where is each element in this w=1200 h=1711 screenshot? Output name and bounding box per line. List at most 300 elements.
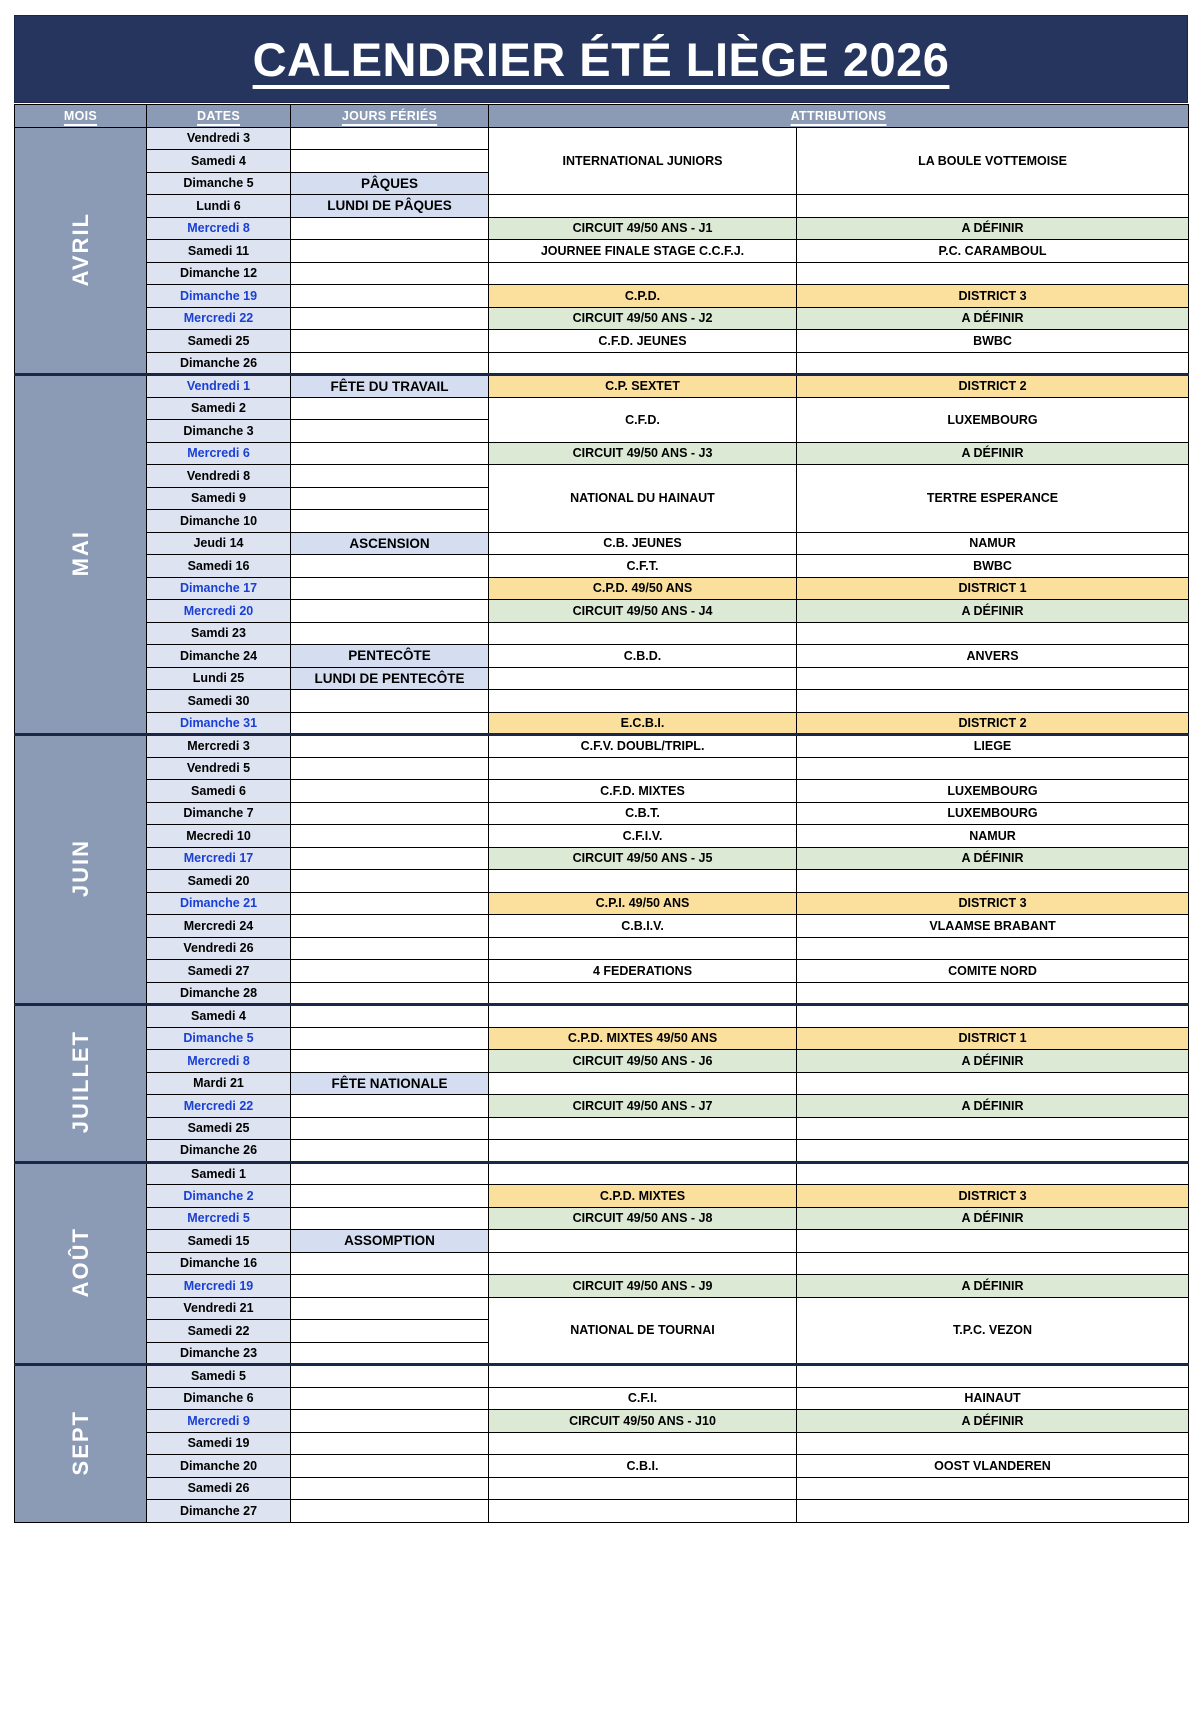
attribution-club-cell: TERTRE ESPERANCE <box>797 465 1189 533</box>
table-row <box>15 960 1189 983</box>
attribution-club-cell: NAMUR <box>797 825 1189 848</box>
table-row <box>15 982 1189 1005</box>
attribution-club-cell: A DÉFINIR <box>797 1410 1189 1433</box>
attribution-event-cell: C.B.I.V. <box>489 915 797 938</box>
attribution-event-cell <box>489 690 797 713</box>
date-cell: Dimanche 3 <box>147 420 291 443</box>
date-cell: Samedi 5 <box>147 1365 291 1388</box>
date-cell: Samedi 4 <box>147 1005 291 1028</box>
attribution-event-cell: NATIONAL DU HAINAUT <box>489 465 797 533</box>
holiday-cell-empty <box>291 1320 489 1343</box>
attribution-club-cell <box>797 667 1189 690</box>
month-label-mai <box>15 375 147 735</box>
attribution-event-cell: C.P.D. 49/50 ANS <box>489 577 797 600</box>
table-row <box>15 870 1189 893</box>
page-title: CALENDRIER ÉTÉ LIÈGE 2026 <box>252 32 950 86</box>
date-cell: Dimanche 24 <box>147 645 291 668</box>
attribution-event-cell <box>489 1005 797 1028</box>
holiday-cell-empty <box>291 442 489 465</box>
table-row <box>15 1027 1189 1050</box>
date-cell: Dimanche 6 <box>147 1387 291 1410</box>
attribution-event-cell: CIRCUIT 49/50 ANS - J8 <box>489 1207 797 1230</box>
attribution-event-cell <box>489 667 797 690</box>
attribution-event-cell: C.B.I. <box>489 1455 797 1478</box>
date-cell: Dimanche 31 <box>147 712 291 735</box>
date-cell: Vendredi 21 <box>147 1297 291 1320</box>
date-cell: Samedi 9 <box>147 487 291 510</box>
attribution-club-cell <box>797 1252 1189 1275</box>
table-row <box>15 127 1189 150</box>
date-cell: Samedi 4 <box>147 150 291 173</box>
table-row <box>15 780 1189 803</box>
attribution-club-cell: BWBC <box>797 330 1189 353</box>
table-row <box>15 555 1189 578</box>
table-row <box>15 352 1189 375</box>
date-cell: Samedi 1 <box>147 1162 291 1185</box>
date-cell: Samedi 19 <box>147 1432 291 1455</box>
date-cell: Mercredi 22 <box>147 1095 291 1118</box>
holiday-cell-empty <box>291 1455 489 1478</box>
attribution-event-cell: CIRCUIT 49/50 ANS - J6 <box>489 1050 797 1073</box>
attribution-club-cell: VLAAMSE BRABANT <box>797 915 1189 938</box>
table-row <box>15 1095 1189 1118</box>
attribution-event-cell <box>489 1140 797 1163</box>
attribution-event-cell <box>489 937 797 960</box>
date-cell: Samedi 25 <box>147 330 291 353</box>
month-label-avril <box>15 127 147 375</box>
table-row <box>15 532 1189 555</box>
holiday-cell-empty <box>291 780 489 803</box>
table-row <box>15 892 1189 915</box>
table-row <box>15 690 1189 713</box>
attribution-event-cell <box>489 1072 797 1095</box>
holiday-cell-empty <box>291 307 489 330</box>
date-cell: Vendredi 3 <box>147 127 291 150</box>
attribution-club-cell: T.P.C. VEZON <box>797 1297 1189 1365</box>
table-row <box>15 622 1189 645</box>
attribution-club-cell: LUXEMBOURG <box>797 780 1189 803</box>
date-cell: Mercredi 19 <box>147 1275 291 1298</box>
table-row <box>15 825 1189 848</box>
attribution-event-cell: 4 FEDERATIONS <box>489 960 797 983</box>
holiday-cell-empty <box>291 1410 489 1433</box>
attribution-club-cell: A DÉFINIR <box>797 442 1189 465</box>
attribution-event-cell: INTERNATIONAL JUNIORS <box>489 127 797 195</box>
holiday-cell: FÊTE NATIONALE <box>291 1072 489 1095</box>
holiday-cell-empty <box>291 510 489 533</box>
table-row <box>15 285 1189 308</box>
attribution-club-cell <box>797 1365 1189 1388</box>
attribution-event-cell <box>489 262 797 285</box>
month-label-juillet <box>15 1005 147 1163</box>
holiday-cell-empty <box>291 600 489 623</box>
attribution-club-cell: NAMUR <box>797 532 1189 555</box>
table-row <box>15 600 1189 623</box>
table-row <box>15 1455 1189 1478</box>
column-header-dates: DATES <box>147 105 291 128</box>
holiday-cell-empty <box>291 690 489 713</box>
holiday-cell-empty <box>291 1342 489 1365</box>
attribution-event-cell <box>489 1252 797 1275</box>
holiday-cell-empty <box>291 262 489 285</box>
date-cell: Mecredi 10 <box>147 825 291 848</box>
date-cell: Samedi 22 <box>147 1320 291 1343</box>
table-row <box>15 217 1189 240</box>
table-row <box>15 1387 1189 1410</box>
date-cell: Mercredi 9 <box>147 1410 291 1433</box>
holiday-cell-empty <box>291 1432 489 1455</box>
date-cell: Dimanche 17 <box>147 577 291 600</box>
date-cell: Dimanche 28 <box>147 982 291 1005</box>
attribution-event-cell: C.F.V. DOUBL/TRIPL. <box>489 735 797 758</box>
attribution-club-cell: OOST VLANDEREN <box>797 1455 1189 1478</box>
holiday-cell-empty <box>291 487 489 510</box>
table-row <box>15 375 1189 398</box>
attribution-event-cell: C.P.D. MIXTES 49/50 ANS <box>489 1027 797 1050</box>
attribution-event-cell: C.P.D. MIXTES <box>489 1185 797 1208</box>
date-cell: Mercredi 8 <box>147 1050 291 1073</box>
attribution-event-cell: E.C.B.I. <box>489 712 797 735</box>
attribution-club-cell: HAINAUT <box>797 1387 1189 1410</box>
date-cell: Mercredi 3 <box>147 735 291 758</box>
date-cell: Dimanche 10 <box>147 510 291 533</box>
table-row <box>15 397 1189 420</box>
holiday-cell-empty <box>291 1185 489 1208</box>
date-cell: Mercredi 22 <box>147 307 291 330</box>
attribution-club-cell: DISTRICT 3 <box>797 285 1189 308</box>
table-row <box>15 262 1189 285</box>
table-row <box>15 1410 1189 1433</box>
table-row <box>15 1365 1189 1388</box>
column-header-mois: MOIS <box>15 105 147 128</box>
table-row <box>15 1230 1189 1253</box>
attribution-club-cell <box>797 1072 1189 1095</box>
date-cell: Samedi 11 <box>147 240 291 263</box>
date-cell: Samedi 26 <box>147 1477 291 1500</box>
attribution-club-cell <box>797 757 1189 780</box>
attribution-event-cell <box>489 1432 797 1455</box>
date-cell: Lundi 25 <box>147 667 291 690</box>
attribution-event-cell: CIRCUIT 49/50 ANS - J9 <box>489 1275 797 1298</box>
table-row <box>15 1207 1189 1230</box>
holiday-cell-empty <box>291 960 489 983</box>
attribution-event-cell: C.F.D. <box>489 397 797 442</box>
holiday-cell-empty <box>291 1140 489 1163</box>
table-row <box>15 802 1189 825</box>
table-row <box>15 195 1189 218</box>
month-label-juin <box>15 735 147 1005</box>
attribution-event-cell <box>489 1477 797 1500</box>
date-cell: Dimanche 26 <box>147 1140 291 1163</box>
attribution-club-cell: P.C. CARAMBOUL <box>797 240 1189 263</box>
month-name: AOÛT <box>67 1226 93 1297</box>
attribution-club-cell <box>797 1117 1189 1140</box>
table-row <box>15 1162 1189 1185</box>
table-row <box>15 1275 1189 1298</box>
date-cell: Mercredi 20 <box>147 600 291 623</box>
attribution-club-cell: LUXEMBOURG <box>797 397 1189 442</box>
date-cell: Samedi 16 <box>147 555 291 578</box>
month-name: JUIN <box>67 838 93 898</box>
holiday-cell-empty <box>291 1027 489 1050</box>
attribution-club-cell <box>797 352 1189 375</box>
attribution-club-cell <box>797 1140 1189 1163</box>
column-header-jours-feries: JOURS FÉRIÉS <box>291 105 489 128</box>
holiday-cell-empty <box>291 1050 489 1073</box>
attribution-club-cell <box>797 1230 1189 1253</box>
date-cell: Samedi 30 <box>147 690 291 713</box>
attribution-event-cell <box>489 1230 797 1253</box>
holiday-cell-empty <box>291 127 489 150</box>
date-cell: Dimanche 23 <box>147 1342 291 1365</box>
attribution-event-cell: C.P.I. 49/50 ANS <box>489 892 797 915</box>
holiday-cell-empty <box>291 352 489 375</box>
title-banner <box>14 15 1188 103</box>
holiday-cell-empty <box>291 825 489 848</box>
holiday-cell-empty <box>291 735 489 758</box>
attribution-event-cell <box>489 622 797 645</box>
table-row <box>15 1297 1189 1320</box>
holiday-cell-empty <box>291 915 489 938</box>
attribution-club-cell: DISTRICT 1 <box>797 577 1189 600</box>
attribution-event-cell: C.P.D. <box>489 285 797 308</box>
date-cell: Mercredi 8 <box>147 217 291 240</box>
table-row <box>15 847 1189 870</box>
holiday-cell-empty <box>291 217 489 240</box>
attribution-event-cell: NATIONAL DE TOURNAI <box>489 1297 797 1365</box>
calendar-wrapper <box>14 15 1188 1523</box>
table-row <box>15 577 1189 600</box>
holiday-cell-empty <box>291 1477 489 1500</box>
attribution-club-cell: LA BOULE VOTTEMOISE <box>797 127 1189 195</box>
date-cell: Dimanche 7 <box>147 802 291 825</box>
date-cell: Samedi 6 <box>147 780 291 803</box>
column-header-attributions: ATTRIBUTIONS <box>489 105 1189 128</box>
attribution-event-cell: CIRCUIT 49/50 ANS - J2 <box>489 307 797 330</box>
holiday-cell-empty <box>291 420 489 443</box>
attribution-event-cell: CIRCUIT 49/50 ANS - J3 <box>489 442 797 465</box>
attribution-event-cell <box>489 195 797 218</box>
holiday-cell-empty <box>291 1162 489 1185</box>
attribution-event-cell: CIRCUIT 49/50 ANS - J7 <box>489 1095 797 1118</box>
table-row <box>15 465 1189 488</box>
attribution-event-cell: C.F.D. JEUNES <box>489 330 797 353</box>
holiday-cell-empty <box>291 285 489 308</box>
month-name: MAI <box>67 529 93 577</box>
month-name: AVRIL <box>67 211 93 286</box>
holiday-cell-empty <box>291 577 489 600</box>
table-row <box>15 330 1189 353</box>
holiday-cell-empty <box>291 150 489 173</box>
date-cell: Dimanche 20 <box>147 1455 291 1478</box>
holiday-cell: ASSOMPTION <box>291 1230 489 1253</box>
table-row <box>15 1185 1189 1208</box>
attribution-club-cell: A DÉFINIR <box>797 1050 1189 1073</box>
attribution-club-cell: LUXEMBOURG <box>797 802 1189 825</box>
holiday-cell-empty <box>291 1275 489 1298</box>
table-row <box>15 1252 1189 1275</box>
holiday-cell: ASCENSION <box>291 532 489 555</box>
table-row <box>15 1500 1189 1523</box>
table-row <box>15 307 1189 330</box>
attribution-club-cell <box>797 262 1189 285</box>
attribution-club-cell: A DÉFINIR <box>797 217 1189 240</box>
date-cell: Samedi 25 <box>147 1117 291 1140</box>
date-cell: Mercredi 17 <box>147 847 291 870</box>
attribution-club-cell: DISTRICT 3 <box>797 1185 1189 1208</box>
holiday-cell-empty <box>291 1387 489 1410</box>
attribution-event-cell: C.F.D. MIXTES <box>489 780 797 803</box>
date-cell: Samdi 23 <box>147 622 291 645</box>
date-cell: Mercredi 6 <box>147 442 291 465</box>
table-row <box>15 712 1189 735</box>
date-cell: Lundi 6 <box>147 195 291 218</box>
date-cell: Mardi 21 <box>147 1072 291 1095</box>
attribution-event-cell <box>489 757 797 780</box>
date-cell: Dimanche 2 <box>147 1185 291 1208</box>
attribution-club-cell <box>797 870 1189 893</box>
month-label-août <box>15 1162 147 1365</box>
date-cell: Dimanche 5 <box>147 172 291 195</box>
month-name: JUILLET <box>67 1030 93 1134</box>
attribution-club-cell: A DÉFINIR <box>797 1275 1189 1298</box>
table-header-row <box>15 105 1189 128</box>
date-cell: Vendredi 8 <box>147 465 291 488</box>
holiday-cell-empty <box>291 1500 489 1523</box>
table-row <box>15 1432 1189 1455</box>
attribution-club-cell: A DÉFINIR <box>797 1207 1189 1230</box>
attribution-club-cell: A DÉFINIR <box>797 600 1189 623</box>
table-row <box>15 1005 1189 1028</box>
date-cell: Samedi 27 <box>147 960 291 983</box>
attribution-club-cell: A DÉFINIR <box>797 847 1189 870</box>
date-cell: Samedi 20 <box>147 870 291 893</box>
holiday-cell-empty <box>291 847 489 870</box>
attribution-club-cell <box>797 690 1189 713</box>
attribution-club-cell: BWBC <box>797 555 1189 578</box>
attribution-club-cell: LIEGE <box>797 735 1189 758</box>
holiday-cell-empty <box>291 802 489 825</box>
attribution-club-cell: DISTRICT 2 <box>797 375 1189 398</box>
attribution-event-cell: C.F.I. <box>489 1387 797 1410</box>
attribution-event-cell: CIRCUIT 49/50 ANS - J10 <box>489 1410 797 1433</box>
attribution-event-cell <box>489 870 797 893</box>
date-cell: Mercredi 24 <box>147 915 291 938</box>
table-row <box>15 1477 1189 1500</box>
holiday-cell-empty <box>291 622 489 645</box>
attribution-club-cell <box>797 982 1189 1005</box>
holiday-cell-empty <box>291 240 489 263</box>
holiday-cell-empty <box>291 1365 489 1388</box>
attribution-club-cell <box>797 1500 1189 1523</box>
attribution-event-cell: CIRCUIT 49/50 ANS - J5 <box>489 847 797 870</box>
table-row <box>15 735 1189 758</box>
attribution-event-cell: CIRCUIT 49/50 ANS - J4 <box>489 600 797 623</box>
table-row <box>15 915 1189 938</box>
attribution-event-cell <box>489 352 797 375</box>
month-name: SEPT <box>67 1409 93 1475</box>
attribution-club-cell: A DÉFINIR <box>797 1095 1189 1118</box>
holiday-cell: LUNDI DE PENTECÔTE <box>291 667 489 690</box>
date-cell: Dimanche 16 <box>147 1252 291 1275</box>
attribution-club-cell <box>797 1432 1189 1455</box>
holiday-cell: LUNDI DE PÂQUES <box>291 195 489 218</box>
attribution-event-cell <box>489 1500 797 1523</box>
table-row <box>15 442 1189 465</box>
attribution-event-cell: C.P. SEXTET <box>489 375 797 398</box>
attribution-event-cell <box>489 1117 797 1140</box>
holiday-cell-empty <box>291 1117 489 1140</box>
holiday-cell-empty <box>291 1207 489 1230</box>
attribution-event-cell: C.B.T. <box>489 802 797 825</box>
table-row <box>15 757 1189 780</box>
table-row <box>15 937 1189 960</box>
holiday-cell-empty <box>291 1095 489 1118</box>
holiday-cell-empty <box>291 757 489 780</box>
table-row <box>15 240 1189 263</box>
attribution-event-cell: C.F.I.V. <box>489 825 797 848</box>
date-cell: Dimanche 27 <box>147 1500 291 1523</box>
attribution-club-cell: COMITE NORD <box>797 960 1189 983</box>
holiday-cell-empty <box>291 555 489 578</box>
holiday-cell-empty <box>291 330 489 353</box>
holiday-cell-empty <box>291 712 489 735</box>
holiday-cell-empty <box>291 870 489 893</box>
attribution-club-cell <box>797 1005 1189 1028</box>
attribution-club-cell: DISTRICT 3 <box>797 892 1189 915</box>
holiday-cell-empty <box>291 397 489 420</box>
table-row <box>15 667 1189 690</box>
table-row <box>15 1072 1189 1095</box>
attribution-event-cell <box>489 1162 797 1185</box>
attribution-club-cell <box>797 195 1189 218</box>
date-cell: Vendredi 5 <box>147 757 291 780</box>
date-cell: Jeudi 14 <box>147 532 291 555</box>
holiday-cell-empty <box>291 892 489 915</box>
attribution-club-cell: DISTRICT 2 <box>797 712 1189 735</box>
attribution-event-cell: C.B. JEUNES <box>489 532 797 555</box>
date-cell: Samedi 15 <box>147 1230 291 1253</box>
holiday-cell-empty <box>291 982 489 1005</box>
attribution-event-cell <box>489 1365 797 1388</box>
date-cell: Dimanche 12 <box>147 262 291 285</box>
attribution-club-cell: DISTRICT 1 <box>797 1027 1189 1050</box>
date-cell: Samedi 2 <box>147 397 291 420</box>
holiday-cell: PÂQUES <box>291 172 489 195</box>
attribution-club-cell: ANVERS <box>797 645 1189 668</box>
calendar-table <box>14 104 1189 1523</box>
attribution-club-cell <box>797 1162 1189 1185</box>
date-cell: Mercredi 5 <box>147 1207 291 1230</box>
holiday-cell-empty <box>291 1005 489 1028</box>
table-row <box>15 1140 1189 1163</box>
date-cell: Dimanche 26 <box>147 352 291 375</box>
date-cell: Vendredi 1 <box>147 375 291 398</box>
date-cell: Dimanche 21 <box>147 892 291 915</box>
attribution-event-cell: CIRCUIT 49/50 ANS - J1 <box>489 217 797 240</box>
holiday-cell: FÊTE DU TRAVAIL <box>291 375 489 398</box>
attribution-event-cell: C.F.T. <box>489 555 797 578</box>
table-row <box>15 1050 1189 1073</box>
attribution-club-cell <box>797 622 1189 645</box>
holiday-cell-empty <box>291 1297 489 1320</box>
table-row <box>15 1117 1189 1140</box>
attribution-event-cell <box>489 982 797 1005</box>
holiday-cell-empty <box>291 937 489 960</box>
holiday-cell-empty <box>291 1252 489 1275</box>
date-cell: Vendredi 26 <box>147 937 291 960</box>
attribution-club-cell <box>797 1477 1189 1500</box>
